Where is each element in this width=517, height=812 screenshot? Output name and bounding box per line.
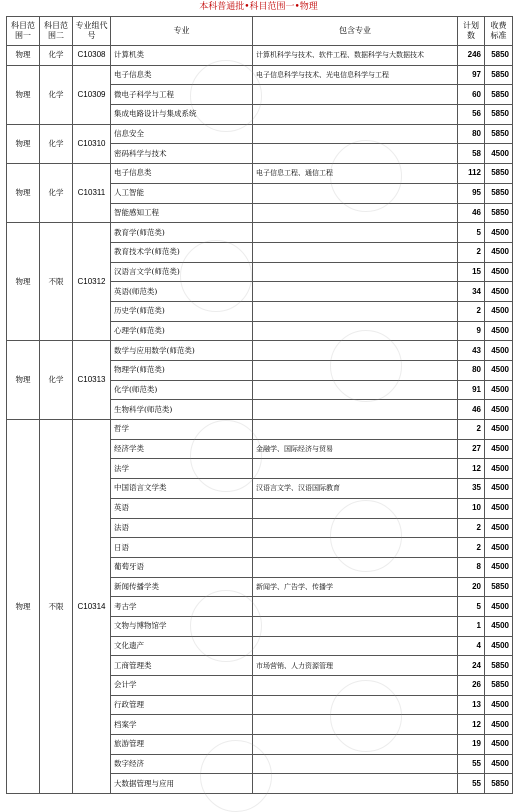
major-cell: 法学 xyxy=(111,459,253,479)
group-code-cell: C10308 xyxy=(73,46,111,66)
subject2-cell: 化学 xyxy=(40,341,73,420)
includes-cell xyxy=(253,498,458,518)
major-cell: 日语 xyxy=(111,538,253,558)
fee-cell: 5850 xyxy=(485,65,513,85)
includes-cell xyxy=(253,361,458,381)
plan-cell: 2 xyxy=(458,420,485,440)
fee-cell: 4500 xyxy=(485,498,513,518)
table-row xyxy=(7,124,513,144)
plan-cell: 58 xyxy=(458,144,485,164)
includes-cell: 市场营销、人力资源管理 xyxy=(253,656,458,676)
major-cell: 数字经济 xyxy=(111,754,253,774)
fee-cell: 5850 xyxy=(485,676,513,696)
fee-cell: 4500 xyxy=(485,282,513,302)
subject2-cell: 化学 xyxy=(40,124,73,163)
fee-cell: 4500 xyxy=(485,735,513,755)
plan-cell: 8 xyxy=(458,557,485,577)
table-row xyxy=(7,164,513,184)
subject1-cell: 物理 xyxy=(7,164,40,223)
includes-cell xyxy=(253,597,458,617)
major-cell: 心理学(师范类) xyxy=(111,321,253,341)
table-row xyxy=(7,46,513,66)
fee-cell: 4500 xyxy=(485,144,513,164)
table-row xyxy=(7,341,513,361)
includes-cell xyxy=(253,183,458,203)
fee-cell: 4500 xyxy=(485,223,513,243)
major-cell: 数学与应用数学(师范类) xyxy=(111,341,253,361)
subject1-cell: 物理 xyxy=(7,65,40,124)
subject1-cell: 物理 xyxy=(7,420,40,794)
major-cell: 经济学类 xyxy=(111,439,253,459)
includes-cell xyxy=(253,676,458,696)
header-subject1: 科目范围一 xyxy=(7,17,40,46)
includes-cell xyxy=(253,203,458,223)
table-row xyxy=(7,420,513,440)
plan-cell: 80 xyxy=(458,361,485,381)
plan-cell: 5 xyxy=(458,597,485,617)
subject2-cell: 不限 xyxy=(40,420,73,794)
fee-cell: 4500 xyxy=(485,715,513,735)
major-cell: 法语 xyxy=(111,518,253,538)
plan-cell: 55 xyxy=(458,774,485,794)
plan-cell: 97 xyxy=(458,65,485,85)
major-cell: 档案学 xyxy=(111,715,253,735)
plan-cell: 80 xyxy=(458,124,485,144)
includes-cell: 电子信息科学与技术、光电信息科学与工程 xyxy=(253,65,458,85)
fee-cell: 4500 xyxy=(485,262,513,282)
major-cell: 历史学(师范类) xyxy=(111,301,253,321)
fee-cell: 5850 xyxy=(485,656,513,676)
includes-cell: 新闻学、广告学、传播学 xyxy=(253,577,458,597)
subject2-cell: 化学 xyxy=(40,65,73,124)
includes-cell xyxy=(253,85,458,105)
includes-cell: 金融学、国际经济与贸易 xyxy=(253,439,458,459)
includes-cell xyxy=(253,242,458,262)
major-cell: 哲学 xyxy=(111,420,253,440)
plan-cell: 34 xyxy=(458,282,485,302)
includes-cell xyxy=(253,223,458,243)
major-cell: 教育学(师范类) xyxy=(111,223,253,243)
includes-cell: 电子信息工程、通信工程 xyxy=(253,164,458,184)
major-cell: 电子信息类 xyxy=(111,65,253,85)
fee-cell: 4500 xyxy=(485,597,513,617)
fee-cell: 5850 xyxy=(485,124,513,144)
header-fee: 收费标准 xyxy=(485,17,513,46)
subject1-cell: 物理 xyxy=(7,124,40,163)
fee-cell: 5850 xyxy=(485,105,513,125)
includes-cell xyxy=(253,341,458,361)
major-cell: 文物与博物馆学 xyxy=(111,616,253,636)
major-cell: 密码科学与技术 xyxy=(111,144,253,164)
fee-cell: 4500 xyxy=(485,754,513,774)
table-header-row xyxy=(7,17,513,46)
fee-cell: 5850 xyxy=(485,203,513,223)
major-cell: 生物科学(师范类) xyxy=(111,400,253,420)
includes-cell xyxy=(253,321,458,341)
major-cell: 工商管理类 xyxy=(111,656,253,676)
header-major: 专业 xyxy=(111,17,253,46)
major-cell: 电子信息类 xyxy=(111,164,253,184)
header-subject2: 科目范围二 xyxy=(40,17,73,46)
plan-cell: 12 xyxy=(458,715,485,735)
group-code-cell: C10314 xyxy=(73,420,111,794)
includes-cell xyxy=(253,380,458,400)
fee-cell: 4500 xyxy=(485,242,513,262)
fee-cell: 4500 xyxy=(485,616,513,636)
table-row xyxy=(7,223,513,243)
plan-cell: 95 xyxy=(458,183,485,203)
plan-cell: 60 xyxy=(458,85,485,105)
plan-cell: 26 xyxy=(458,676,485,696)
major-cell: 教育技术学(师范类) xyxy=(111,242,253,262)
fee-cell: 4500 xyxy=(485,479,513,499)
fee-cell: 4500 xyxy=(485,321,513,341)
includes-cell xyxy=(253,557,458,577)
includes-cell xyxy=(253,301,458,321)
group-code-cell: C10312 xyxy=(73,223,111,341)
plan-cell: 24 xyxy=(458,656,485,676)
includes-cell xyxy=(253,636,458,656)
fee-cell: 4500 xyxy=(485,518,513,538)
group-code-cell: C10309 xyxy=(73,65,111,124)
group-code-cell: C10311 xyxy=(73,164,111,223)
fee-cell: 4500 xyxy=(485,439,513,459)
fee-cell: 4500 xyxy=(485,636,513,656)
fee-cell: 4500 xyxy=(485,400,513,420)
includes-cell xyxy=(253,538,458,558)
subject1-cell: 物理 xyxy=(7,223,40,341)
plan-cell: 246 xyxy=(458,46,485,66)
plan-cell: 2 xyxy=(458,301,485,321)
includes-cell xyxy=(253,262,458,282)
table-row xyxy=(7,65,513,85)
subject1-cell: 物理 xyxy=(7,46,40,66)
plan-cell: 1 xyxy=(458,616,485,636)
includes-cell xyxy=(253,754,458,774)
major-cell: 考古学 xyxy=(111,597,253,617)
fee-cell: 4500 xyxy=(485,341,513,361)
includes-cell xyxy=(253,144,458,164)
fee-cell: 4500 xyxy=(485,380,513,400)
fee-cell: 4500 xyxy=(485,361,513,381)
plan-cell: 12 xyxy=(458,459,485,479)
group-code-cell: C10313 xyxy=(73,341,111,420)
fee-cell: 5850 xyxy=(485,85,513,105)
plan-cell: 91 xyxy=(458,380,485,400)
fee-cell: 5850 xyxy=(485,577,513,597)
includes-cell xyxy=(253,518,458,538)
subject1-cell: 物理 xyxy=(7,341,40,420)
plan-cell: 46 xyxy=(458,400,485,420)
includes-cell xyxy=(253,695,458,715)
major-cell: 行政管理 xyxy=(111,695,253,715)
plan-cell: 19 xyxy=(458,735,485,755)
subject2-cell: 不限 xyxy=(40,223,73,341)
includes-cell xyxy=(253,420,458,440)
group-code-cell: C10310 xyxy=(73,124,111,163)
major-cell: 新闻传播学类 xyxy=(111,577,253,597)
plan-cell: 56 xyxy=(458,105,485,125)
plan-cell: 15 xyxy=(458,262,485,282)
fee-cell: 4500 xyxy=(485,459,513,479)
plan-cell: 5 xyxy=(458,223,485,243)
plan-cell: 2 xyxy=(458,538,485,558)
major-cell: 智能感知工程 xyxy=(111,203,253,223)
major-cell: 葡萄牙语 xyxy=(111,557,253,577)
major-cell: 信息安全 xyxy=(111,124,253,144)
fee-cell: 4500 xyxy=(485,695,513,715)
major-cell: 中国语言文学类 xyxy=(111,479,253,499)
fee-cell: 5850 xyxy=(485,774,513,794)
major-cell: 计算机类 xyxy=(111,46,253,66)
includes-cell xyxy=(253,459,458,479)
major-cell: 集成电路设计与集成系统 xyxy=(111,105,253,125)
major-cell: 旅游管理 xyxy=(111,735,253,755)
plan-cell: 55 xyxy=(458,754,485,774)
fee-cell: 5850 xyxy=(485,183,513,203)
plan-cell: 20 xyxy=(458,577,485,597)
includes-cell xyxy=(253,124,458,144)
fee-cell: 4500 xyxy=(485,301,513,321)
major-cell: 微电子科学与工程 xyxy=(111,85,253,105)
table-body xyxy=(7,46,513,794)
major-cell: 英语 xyxy=(111,498,253,518)
admission-plan-table xyxy=(6,16,513,794)
includes-cell: 计算机科学与技术、软件工程、数据科学与大数据技术 xyxy=(253,46,458,66)
plan-cell: 46 xyxy=(458,203,485,223)
plan-cell: 112 xyxy=(458,164,485,184)
plan-cell: 35 xyxy=(458,479,485,499)
includes-cell xyxy=(253,774,458,794)
plan-cell: 9 xyxy=(458,321,485,341)
includes-cell xyxy=(253,105,458,125)
fee-cell: 4500 xyxy=(485,557,513,577)
page-title: 本科普通批•科目范围一•物理 xyxy=(199,2,318,12)
fee-cell: 4500 xyxy=(485,538,513,558)
plan-cell: 2 xyxy=(458,242,485,262)
includes-cell xyxy=(253,282,458,302)
includes-cell xyxy=(253,616,458,636)
header-group-code: 专业组代号 xyxy=(73,17,111,46)
plan-cell: 2 xyxy=(458,518,485,538)
major-cell: 物理学(师范类) xyxy=(111,361,253,381)
plan-cell: 10 xyxy=(458,498,485,518)
major-cell: 人工智能 xyxy=(111,183,253,203)
includes-cell xyxy=(253,735,458,755)
includes-cell xyxy=(253,400,458,420)
fee-cell: 4500 xyxy=(485,420,513,440)
includes-cell: 汉语言文学、汉语国际教育 xyxy=(253,479,458,499)
plan-cell: 13 xyxy=(458,695,485,715)
includes-cell xyxy=(253,715,458,735)
fee-cell: 5850 xyxy=(485,164,513,184)
subject2-cell: 化学 xyxy=(40,164,73,223)
header-plan: 计划数 xyxy=(458,17,485,46)
major-cell: 汉语言文学(师范类) xyxy=(111,262,253,282)
fee-cell: 5850 xyxy=(485,46,513,66)
major-cell: 大数据管理与应用 xyxy=(111,774,253,794)
major-cell: 英语(师范类) xyxy=(111,282,253,302)
subject2-cell: 化学 xyxy=(40,46,73,66)
header-includes: 包含专业 xyxy=(253,17,458,46)
major-cell: 文化遗产 xyxy=(111,636,253,656)
major-cell: 化学(师范类) xyxy=(111,380,253,400)
plan-cell: 27 xyxy=(458,439,485,459)
plan-cell: 43 xyxy=(458,341,485,361)
plan-cell: 4 xyxy=(458,636,485,656)
major-cell: 会计学 xyxy=(111,676,253,696)
